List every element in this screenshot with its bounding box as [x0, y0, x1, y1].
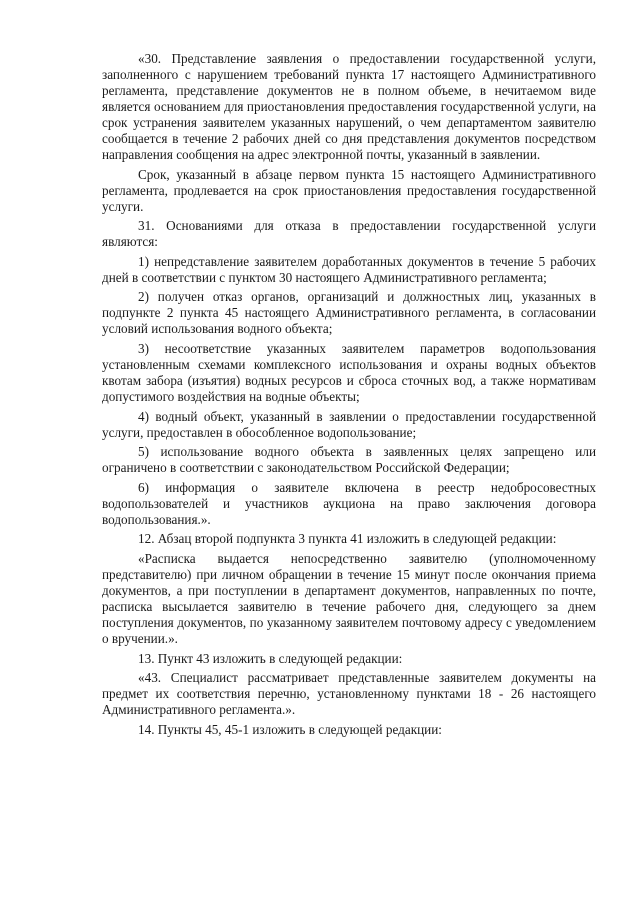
- paragraph-ground-3: 3) несоответствие указанных заявителем параметров водопользования установленным схемами комплексного использования и охраны водных объектов квотам забора (изъятия) водных ресурсов и сброса сточных вод, а также нормативам допустимого воздействия на водные объекты;: [102, 340, 596, 404]
- paragraph-ground-1: 1) непредставление заявителем доработанных документов в течение 5 рабочих дней в соответствии с пунктом 30 настоящего Административного регламента;: [102, 253, 596, 285]
- paragraph-receipt-text: «Расписка выдается непосредственно заявителю (уполномоченному представителю) при личном обращении в течение 15 минут после окончания приема документов, а при поступлении в департамент документов, направленных по почте, расписка высылается заявителю в течение рабочего дня, следующего за днем поступления документов, по указанному заявителем почтовому адресу с уведомлением о вручении.».: [102, 550, 596, 646]
- paragraph-item-30: «30. Представление заявления о предоставлении государственной услуги, заполненного с нарушением требований пункта 17 настоящего Административного регламента, представление документов не в полном объеме, в нечитаемом виде является основанием для приостановления предоставления государственной услуги, на срок устранения заявителем указанных нарушений, о чем департаментом заявителю сообщается в течение 2 рабочих дней со дня представления документов посредством направления сообщения на адрес электронной почты, указанный в заявлении.: [102, 51, 596, 162]
- paragraph-amendment-12: 12. Абзац второй подпункта 3 пункта 41 изложить в следующей редакции:: [138, 531, 557, 547]
- paragraph-ground-6: 6) информация о заявителе включена в реестр недобросовестных водопользователей и участников аукциона на право заключения договора водопользования.».: [102, 479, 596, 527]
- paragraph-item-43: «43. Специалист рассматривает представленные заявителем документы на предмет их соответствия перечню, установленному пунктами 18 - 26 настоящего Административного регламента.».: [102, 670, 596, 718]
- paragraph-amendment-13: 13. Пункт 43 изложить в следующей редакции:: [138, 650, 403, 666]
- paragraph-ground-4: 4) водный объект, указанный в заявлении о предоставлении государственной услуги, предоставлен в обособленное водопользование;: [102, 408, 596, 440]
- paragraph-amendment-14: 14. Пункты 45, 45-1 изложить в следующей редакции:: [138, 721, 442, 737]
- document-page: [102, 51, 596, 741]
- paragraph-ground-2: 2) получен отказ органов, организаций и должностных лиц, указанных в подпункте 2 пункта 45 настоящего Административного регламента, в согласовании условий использования водного объекта;: [102, 289, 596, 337]
- paragraph-item-31: 31. Основаниями для отказа в предоставлении государственной услуги являются:: [102, 218, 596, 250]
- paragraph-ground-5: 5) использование водного объекта в заявленных целях запрещено или ограничено в соответствии с законодательством Российской Федерации;: [102, 444, 596, 476]
- paragraph-term-extension: Срок, указанный в абзаце первом пункта 15 настоящего Административного регламента, продлевается на срок приостановления предоставления государственной услуги.: [102, 166, 596, 214]
